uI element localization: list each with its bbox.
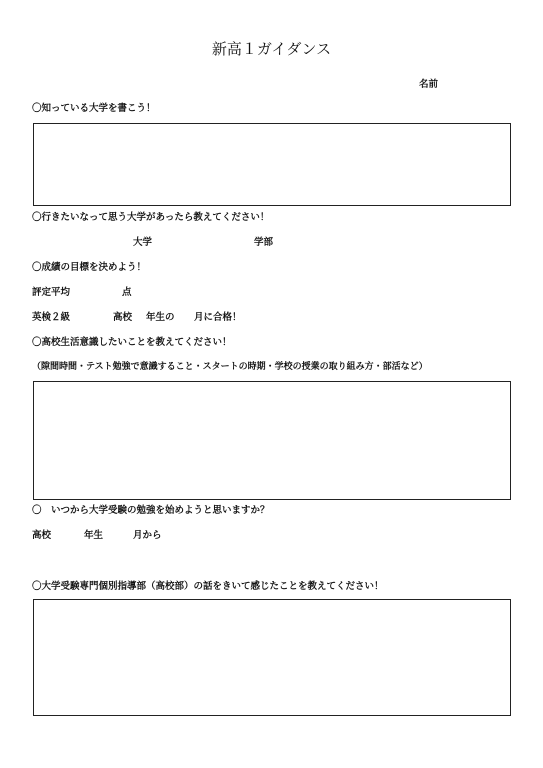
answer-box-6[interactable] [33,599,511,716]
eiken-label: 英検２級 [32,312,71,323]
start-year-label: 年生 [84,530,104,541]
question-1: 〇知っている大学を書こう！ [32,103,156,114]
answer-box-1[interactable] [33,123,511,206]
question-2: 〇行きたいなって思う大学があったら教えてください！ [32,212,270,223]
eiken-month-label: 月に合格！ [194,312,242,323]
question-4: 〇高校生活意識したいことを教えてください！ [32,337,232,348]
question-3: 〇成績の目標を決めよう！ [32,262,147,273]
question-6: 〇大学受験専門個別指導部（高校部）の話をきいて感じたことを教えてください！ [32,581,384,592]
start-highschool-label: 高校 [32,530,52,541]
start-month-label: 月から [133,530,162,541]
name-label: 名前 [419,79,439,90]
points-label: 点 [122,287,132,298]
eiken-highschool-label: 高校 [113,312,133,323]
question-5: 〇 いつから大学受験の勉強を始めようと思いますか？ [32,505,270,516]
eiken-year-label: 年生の [146,312,175,323]
page-title: 新高１ガイダンス [211,40,332,58]
university-label: 大学 [133,237,153,248]
question-4-examples: （隙間時間・テスト勉強で意識すること・スタートの時期・学校の授業の取り組み方・部活など） [32,362,428,372]
grade-average-label: 評定平均 [32,287,71,298]
faculty-label: 学部 [254,237,274,248]
answer-box-4[interactable] [33,381,511,500]
